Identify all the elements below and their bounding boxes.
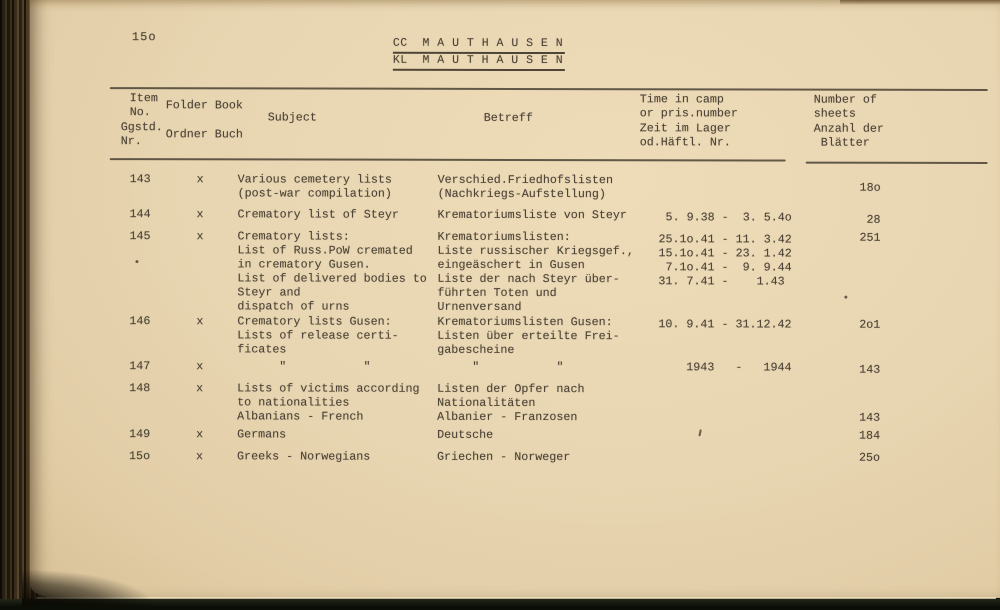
time-range: 1943 - 1944: [658, 360, 792, 375]
folder-mark: x: [196, 314, 204, 329]
subject-en: Crematory list of Steyr: [237, 207, 399, 222]
time-range: [658, 428, 838, 442]
time-range: [658, 382, 838, 424]
folder-mark: x: [196, 172, 204, 187]
time-range: 25.1o.41 - 11. 3.42 15.1o.41 - 23. 1.42 7.1o.41 - 9. 9.44 31. 7.41 - 1.43: [658, 232, 792, 289]
title-line-german: KL M A U T H A U S E N: [393, 54, 565, 71]
page-number: 15o: [131, 30, 157, 45]
header-item-english: Item No.: [129, 91, 158, 120]
subject-en: Lists of victims according to nationalities Albanians - French: [237, 381, 420, 424]
time-range: [658, 450, 838, 464]
header-subject-english: Subject: [267, 110, 317, 125]
subject-de: Deutsche: [437, 427, 494, 442]
header-folder-english: Folder Book: [165, 98, 243, 113]
subject-de: Griechen - Norweger: [437, 449, 571, 465]
item-number: 146: [129, 314, 151, 329]
time-range: 10. 9.41 - 31.12.42: [658, 317, 792, 332]
header-sheets-english: Number of sheets: [813, 92, 877, 121]
subject-en: Germans: [237, 427, 287, 442]
table-header-rule-left: [110, 158, 786, 161]
sheet-count: 143: [859, 362, 881, 377]
folder-mark: x: [196, 359, 204, 374]
time-range: 5. 9.38 - 3. 5.4o: [658, 210, 792, 225]
subject-de: Krematoriumslisten: Liste russischer Kriegsgef., eingeäschert in Gusen Liste der nach Steyr über- führten Toten und Urnenversand: [437, 229, 634, 314]
folder-mark: x: [196, 229, 204, 244]
table-row: [130, 207, 901, 227]
table-header-rule-right: [806, 162, 988, 164]
folder-mark: x: [196, 381, 204, 396]
table-top-rule: [110, 87, 988, 91]
table-row: [129, 314, 900, 358]
subject-en: Various cemetery lists (post-war compilation): [237, 172, 392, 201]
item-number: 145: [129, 229, 151, 244]
table-row: [130, 172, 901, 202]
item-number: 15o: [129, 449, 151, 464]
sheet-count: 28: [866, 212, 881, 227]
ditto-marks: " ": [437, 359, 564, 375]
sheet-count: 251: [859, 230, 881, 245]
bottom-left-corner-shadow: [22, 570, 152, 606]
table-row: [129, 381, 900, 425]
sheet-count: 184: [859, 428, 881, 443]
paper-speck: [844, 296, 847, 299]
table-row: [129, 359, 900, 377]
ditto-marks: " ": [237, 359, 371, 374]
header-time-english: Time in camp or pris.number: [639, 92, 738, 121]
folder-mark: x: [196, 427, 204, 442]
subject-en: Greeks - Norwegians: [237, 449, 371, 464]
subject-de: Listen der Opfer nach Nationalitäten Albanier - Franzosen: [437, 381, 585, 425]
item-number: 149: [129, 427, 151, 442]
sheet-count: 18o: [859, 180, 881, 195]
document-title: [393, 37, 565, 71]
folder-mark: x: [196, 207, 204, 222]
item-number: 143: [129, 172, 151, 187]
header-sheets-german: Anzahl der Blätter: [813, 121, 884, 150]
table-row: [129, 229, 900, 315]
folder-mark: x: [196, 449, 204, 464]
subject-en: Crematory lists: List of Russ.PoW cremated in crematory Gusen. List of delivered bodies to Steyr and dispatch of urns: [237, 229, 427, 314]
item-number: 148: [129, 381, 151, 396]
header-item-german: Ggstd. Nr.: [120, 120, 163, 149]
sheet-count: 2o1: [859, 317, 881, 332]
item-number: 147: [129, 359, 151, 374]
paper-speck: [135, 260, 138, 263]
title-line-english: CC M A U T H A U S E N: [393, 37, 565, 54]
sheet-count: 25o: [858, 450, 881, 465]
item-number: 144: [129, 207, 151, 222]
time-range: [659, 173, 839, 201]
table-row: [129, 449, 900, 465]
header-folder-german: Ordner Buch: [165, 127, 243, 142]
subject-de: Verschied.Friedhofslisten (Nachkriegs-Aufstellung): [437, 172, 613, 202]
subject-de: Krematoriumsliste von Steyr: [437, 207, 627, 223]
sheet-count: 143: [859, 410, 881, 425]
header-subject-german: Betreff: [483, 110, 533, 125]
header-time-german: Zeit im Lager od.Häftl. Nr.: [639, 121, 731, 150]
table-row: [129, 427, 900, 443]
subject-en: Crematory lists Gusen: Lists of release certi- ficates: [237, 314, 399, 357]
subject-de: Krematoriumslisten Gusen: Listen über erteilte Frei- gabescheine: [437, 314, 620, 357]
